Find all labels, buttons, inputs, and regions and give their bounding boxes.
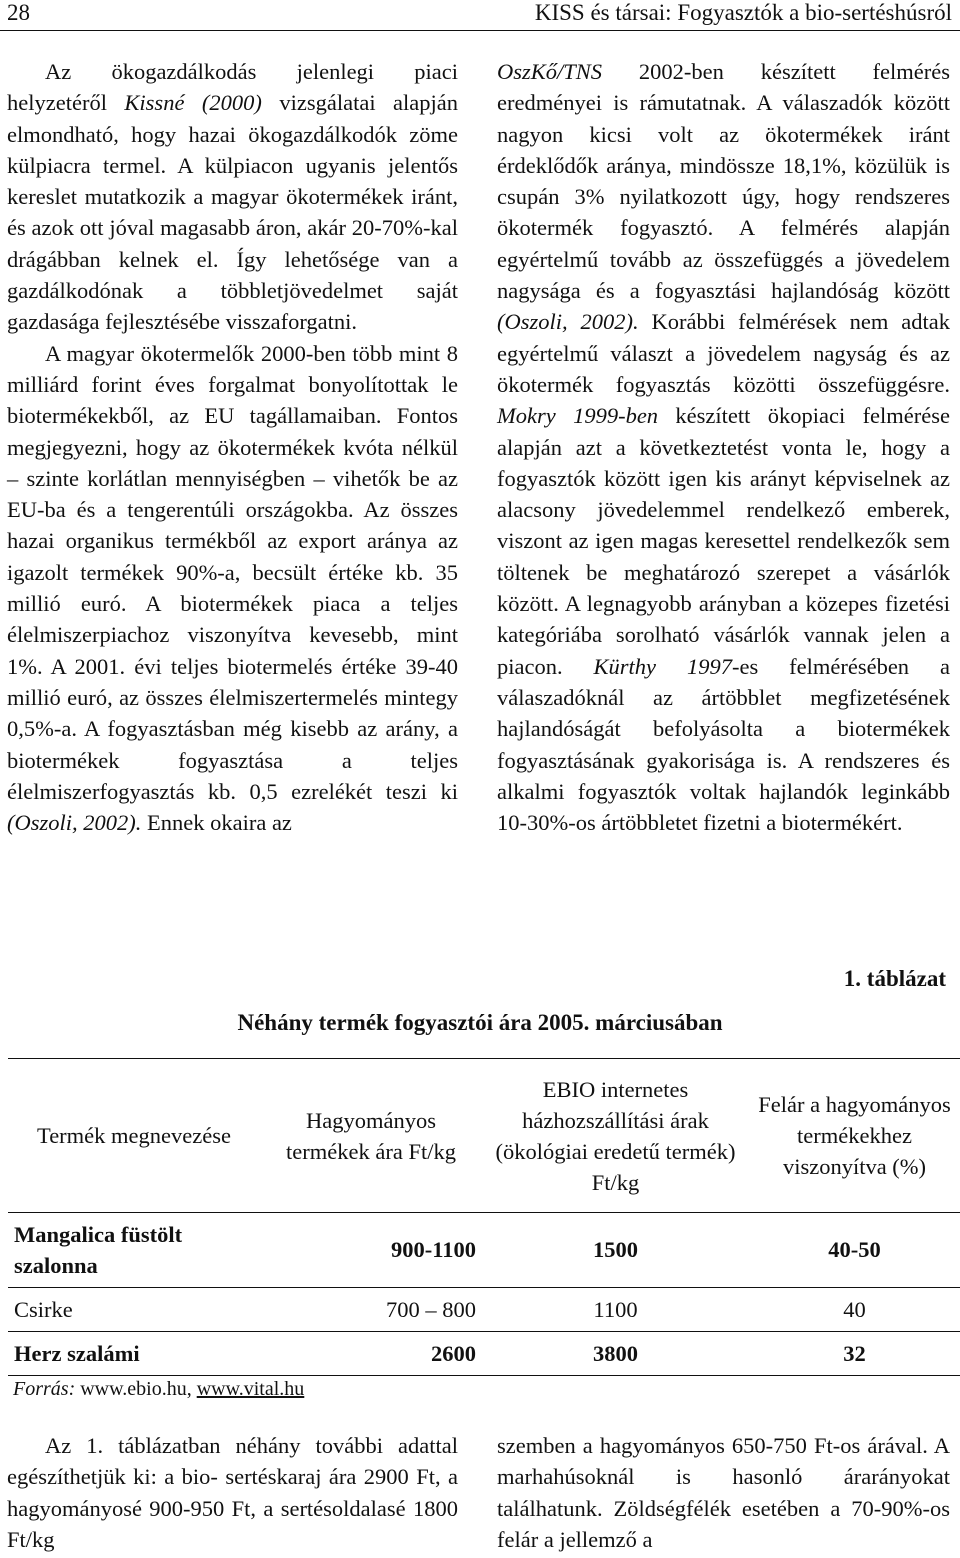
citation-mokry: Mokry 1999-ben bbox=[497, 403, 659, 429]
table-label: 1. táblázat bbox=[843, 966, 946, 991]
citation-kissne: Kissné (2000) bbox=[124, 90, 262, 116]
price-table bbox=[8, 1058, 960, 1376]
table-row bbox=[8, 1213, 960, 1288]
cell-conventional: 2600 bbox=[260, 1332, 482, 1376]
table-row bbox=[8, 1288, 960, 1332]
left-bottom-column bbox=[7, 1430, 458, 1555]
cell-ebio: 1100 bbox=[482, 1288, 749, 1332]
citation-oszoli: (Oszoli, 2002). bbox=[7, 810, 142, 836]
cell-ebio: 1500 bbox=[482, 1213, 749, 1288]
left-paragraph-2: A magyar ökotermelők 2000-ben több mint 8 milliárd forint éves forgalmat bonyolítottak le biotermékekből, az EU tagállamaiban. Fontos megjegyezni, hogy az ökotermékek kvóta nélkül – szinte korlátlan mennyiségben – vihetők be az EU-ba és a tengerentúli országokba. Az összes hazai organikus termékből az export aránya az igazolt termékek 90%-a, becsült értéke kb. 35 millió euró. A biotermékek piaca a teljes élelmiszerpiachoz viszonyítva kevesebb, mint 1%. A 2001. évi teljes biotermelés értéke 39-40 millió euró, az összes élelmiszertermelés mintegy 0,5%-a. A fogyasztásban még kisebb az arány, a biotermékek fogyasztása a teljes élelmiszerfogyasztás kb. 0,5 ezrelékét teszi ki (Oszoli, 2002). Ennek okaira az bbox=[7, 340, 458, 836]
cell-ebio: 3800 bbox=[482, 1332, 749, 1376]
header-conventional: Hagyományos termékek ára Ft/kg bbox=[260, 1059, 482, 1213]
cell-conventional: 700 – 800 bbox=[260, 1288, 482, 1332]
right-bottom-paragraph: szemben a hagyományos 650-750 Ft-os árával. A marhahúsoknál is hasonló árarányokat találhatunk. Zöldségfélék esetében a 70-90%-os felár a jellemző a bbox=[497, 1433, 950, 1552]
table-source: Forrás: www.ebio.hu, www.vital.hu bbox=[13, 1378, 305, 1400]
right-bottom-column bbox=[497, 1430, 950, 1555]
cell-product: Mangalica füstölt szalonna bbox=[8, 1213, 260, 1288]
left-paragraph-1: Az ökogazdálkodás jelenlegi piaci helyzetéről Kissné (2000) vizsgálatai alapján elmondható, hogy hazai ökogazdálkodók zöme külpiacra termel. A külpiacon ugyanis jelentős kereslet mutatkozik a magyar ökotermékek iránt, és azok ott jóval magasabb áron, akár 20-70%-kal drágábban kelnek el. Így lehetősége van a gazdálkodónak a többletjövedelmet saját gazdasága fejlesztésébe visszaforgatni. bbox=[7, 59, 458, 335]
cell-product: Csirke bbox=[8, 1288, 260, 1332]
table-header-row bbox=[8, 1059, 960, 1213]
cell-premium: 40-50 bbox=[749, 1213, 960, 1288]
citation-kurthy: Kürthy 1997 bbox=[593, 653, 732, 679]
right-column bbox=[497, 56, 950, 838]
left-column bbox=[7, 56, 458, 838]
running-title: KISS és társai: Fogyasztók a bio-sertéshúsról bbox=[534, 0, 952, 25]
header-ebio: EBIO internetes házhozszállítási árak (ökológiai eredetű termék) Ft/kg bbox=[482, 1059, 749, 1213]
citation-oszko: OszKő/TNS bbox=[497, 59, 603, 84]
cell-product: Herz szalámi bbox=[8, 1332, 260, 1376]
page-number: 28 bbox=[7, 0, 30, 25]
header-premium: Felár a hagyományos termékekhez viszonyítva (%) bbox=[749, 1059, 960, 1213]
right-paragraph: OszKő/TNS 2002-ben készített felmérés eredményei is rámutatnak. A válaszadók között nagyon kicsi volt az ökotermékek iránt érdeklődők aránya, mindössze 18,1%, közülük is csupán 3% nyilatkozott úgy, hogy rendszeres ökotermék fogyasztó. A felmérés alapján egyértelmű tovább az összefüggés a jövedelem nagysága és a fogyasztási hajlandóság között (Oszoli, 2002). Korábbi felmérések nem adtak egyértelmű választ a jövedelem nagyság és az ökotermék fogyasztás közötti összefüggésre. Mokry 1999-ben készített ökopiaci felmérése alapján azt a következtetést vonta le, hogy a fogyasztók között igen kis arányt képviselnek az alacsony jövedelemmel rendelkező emberek, viszont az igen magas keresettel rendelkezők sem töltenek be meghatározó szerepet a vásárlók között. A legnagyobb arányban a közepes fizetési kategóriába sorolható vásárlók vannak jelen a piacon. Kürthy 1997-es felmérésében a válaszadóknál az ártöbblet megfizetésének hajlandóságát befolyásolta a biotermékek fogyasztásának gyakorisága is. A rendszeres és alkalmi fogyasztók voltak hajlandók leginkább 10-30%-os ártöbbletet fizetni a biotermékért. bbox=[497, 59, 951, 836]
table-title: Néhány termék fogyasztói ára 2005. márciusában bbox=[237, 1010, 723, 1035]
cell-premium: 32 bbox=[749, 1332, 960, 1376]
left-bottom-paragraph: Az 1. táblázatban néhány további adattal egészíthetjük ki: a bio- sertéskaraj ára 2900 Ft, a hagyományosé 900-950 Ft, a sertésoldalasé 1800 Ft/kg bbox=[7, 1433, 458, 1552]
citation-oszoli-2: (Oszoli, 2002). bbox=[497, 309, 639, 335]
cell-conventional: 900-1100 bbox=[260, 1213, 482, 1288]
source-label: Forrás: bbox=[13, 1378, 76, 1400]
page-header bbox=[0, 0, 960, 31]
header-product: Termék megnevezése bbox=[8, 1059, 260, 1213]
cell-premium: 40 bbox=[749, 1288, 960, 1332]
source-link[interactable]: www.vital.hu bbox=[196, 1378, 305, 1400]
table-row bbox=[8, 1332, 960, 1376]
